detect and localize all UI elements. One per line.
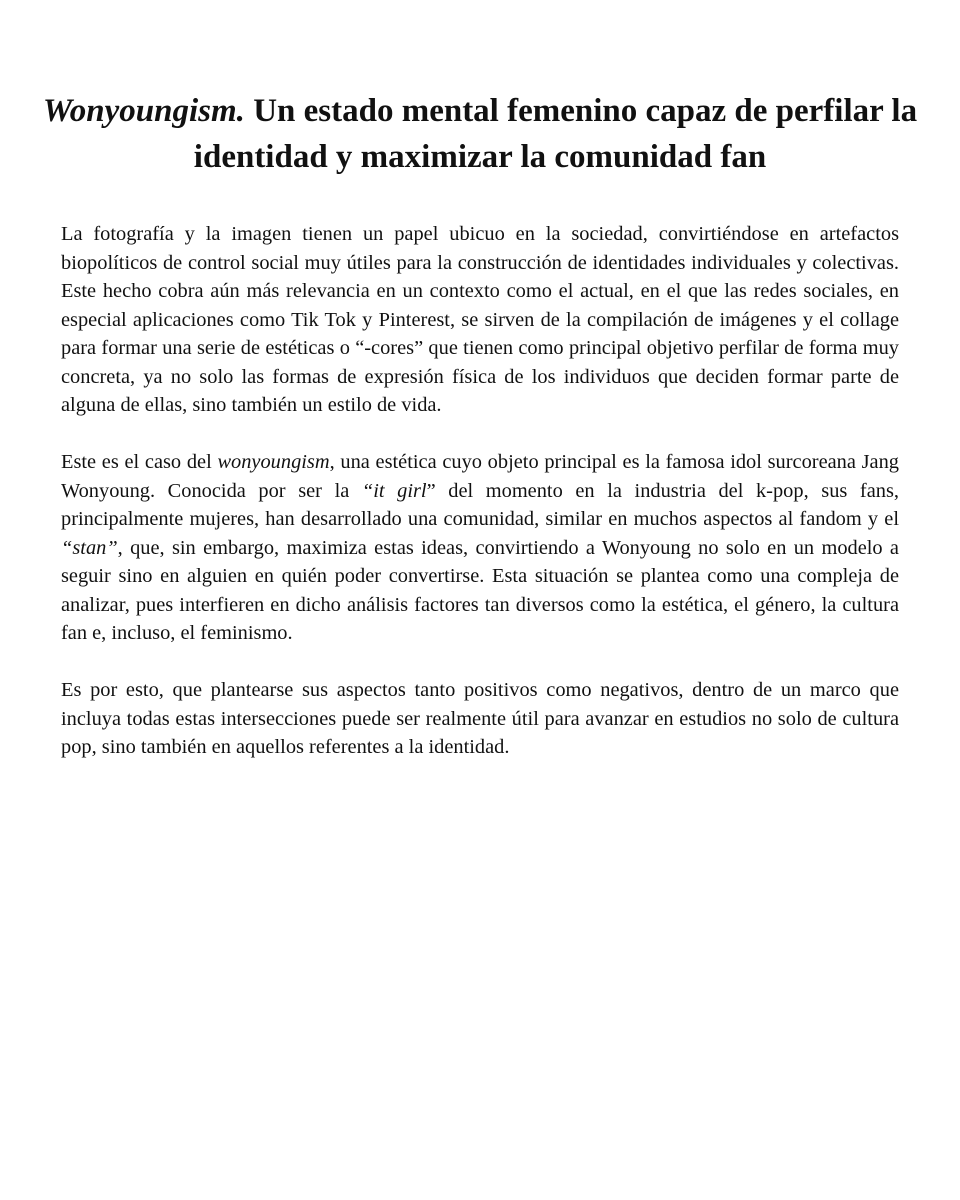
paragraph-2-italic-term: wonyoungism xyxy=(217,451,330,473)
paragraph-3: Es por esto, que plantearse sus aspectos tanto positivos como negativos, dentro de un marco que incluya todas estas intersecciones puede ser realmente útil para avanzar en estudios no solo de cultura pop, sino también en aquellos referentes a la identidad. xyxy=(61,679,899,758)
title-italic-term: Wonyoungism. xyxy=(42,93,245,129)
paragraph-2-text: , que, sin embargo, maximiza estas ideas, convirtiendo a Wonyoung no solo en un modelo a seguir sino en alguien en quién poder convertirse. Esta situación se plantea como una compleja de analizar, pues interfieren en dicho análisis factores tan diversos como la estética, el género, la cultura fan e, incluso, el feminismo. xyxy=(61,536,899,644)
paragraph-2-text: ” del momento en la industria del k-pop, sus fans, principalmente mujeres, han desarrollado una comunidad, similar en muchos aspectos al fandom y el xyxy=(61,479,899,530)
paragraph-2-text: , una estética cuyo objeto principal es la famosa idol surcoreana Jang Wonyoung. Conocida por ser la xyxy=(61,451,899,502)
title-text: Un estado mental femenino capaz de perfilar la identidad y maximizar la comunidad fan xyxy=(193,93,918,175)
page-title xyxy=(40,88,920,180)
paragraph-2-italic-term: “stan” xyxy=(61,536,118,559)
paragraph-2-italic-term: “it girl xyxy=(361,479,427,502)
paragraph-2 xyxy=(61,448,899,648)
paragraph-2-text: Este es el caso del xyxy=(61,451,218,473)
paragraph-1: La fotografía y la imagen tienen un papel ubicuo en la sociedad, convirtiéndose en artefactos biopolíticos de control social muy útiles para la construcción de identidades individuales y colectivas. Este hecho cobra aún más relevancia en un contexto como el actual, en el que las redes sociales, en especial aplicaciones como Tik Tok y Pinterest, se sirven de la compilación de imágenes y el collage para formar una serie de estéticas o “-cores” que tienen como principal objetivo perfilar de forma muy concreta, ya no solo las formas de expresión física de los individuos que deciden formar parte de alguna de ellas, sino también un estilo de vida. xyxy=(61,223,899,416)
